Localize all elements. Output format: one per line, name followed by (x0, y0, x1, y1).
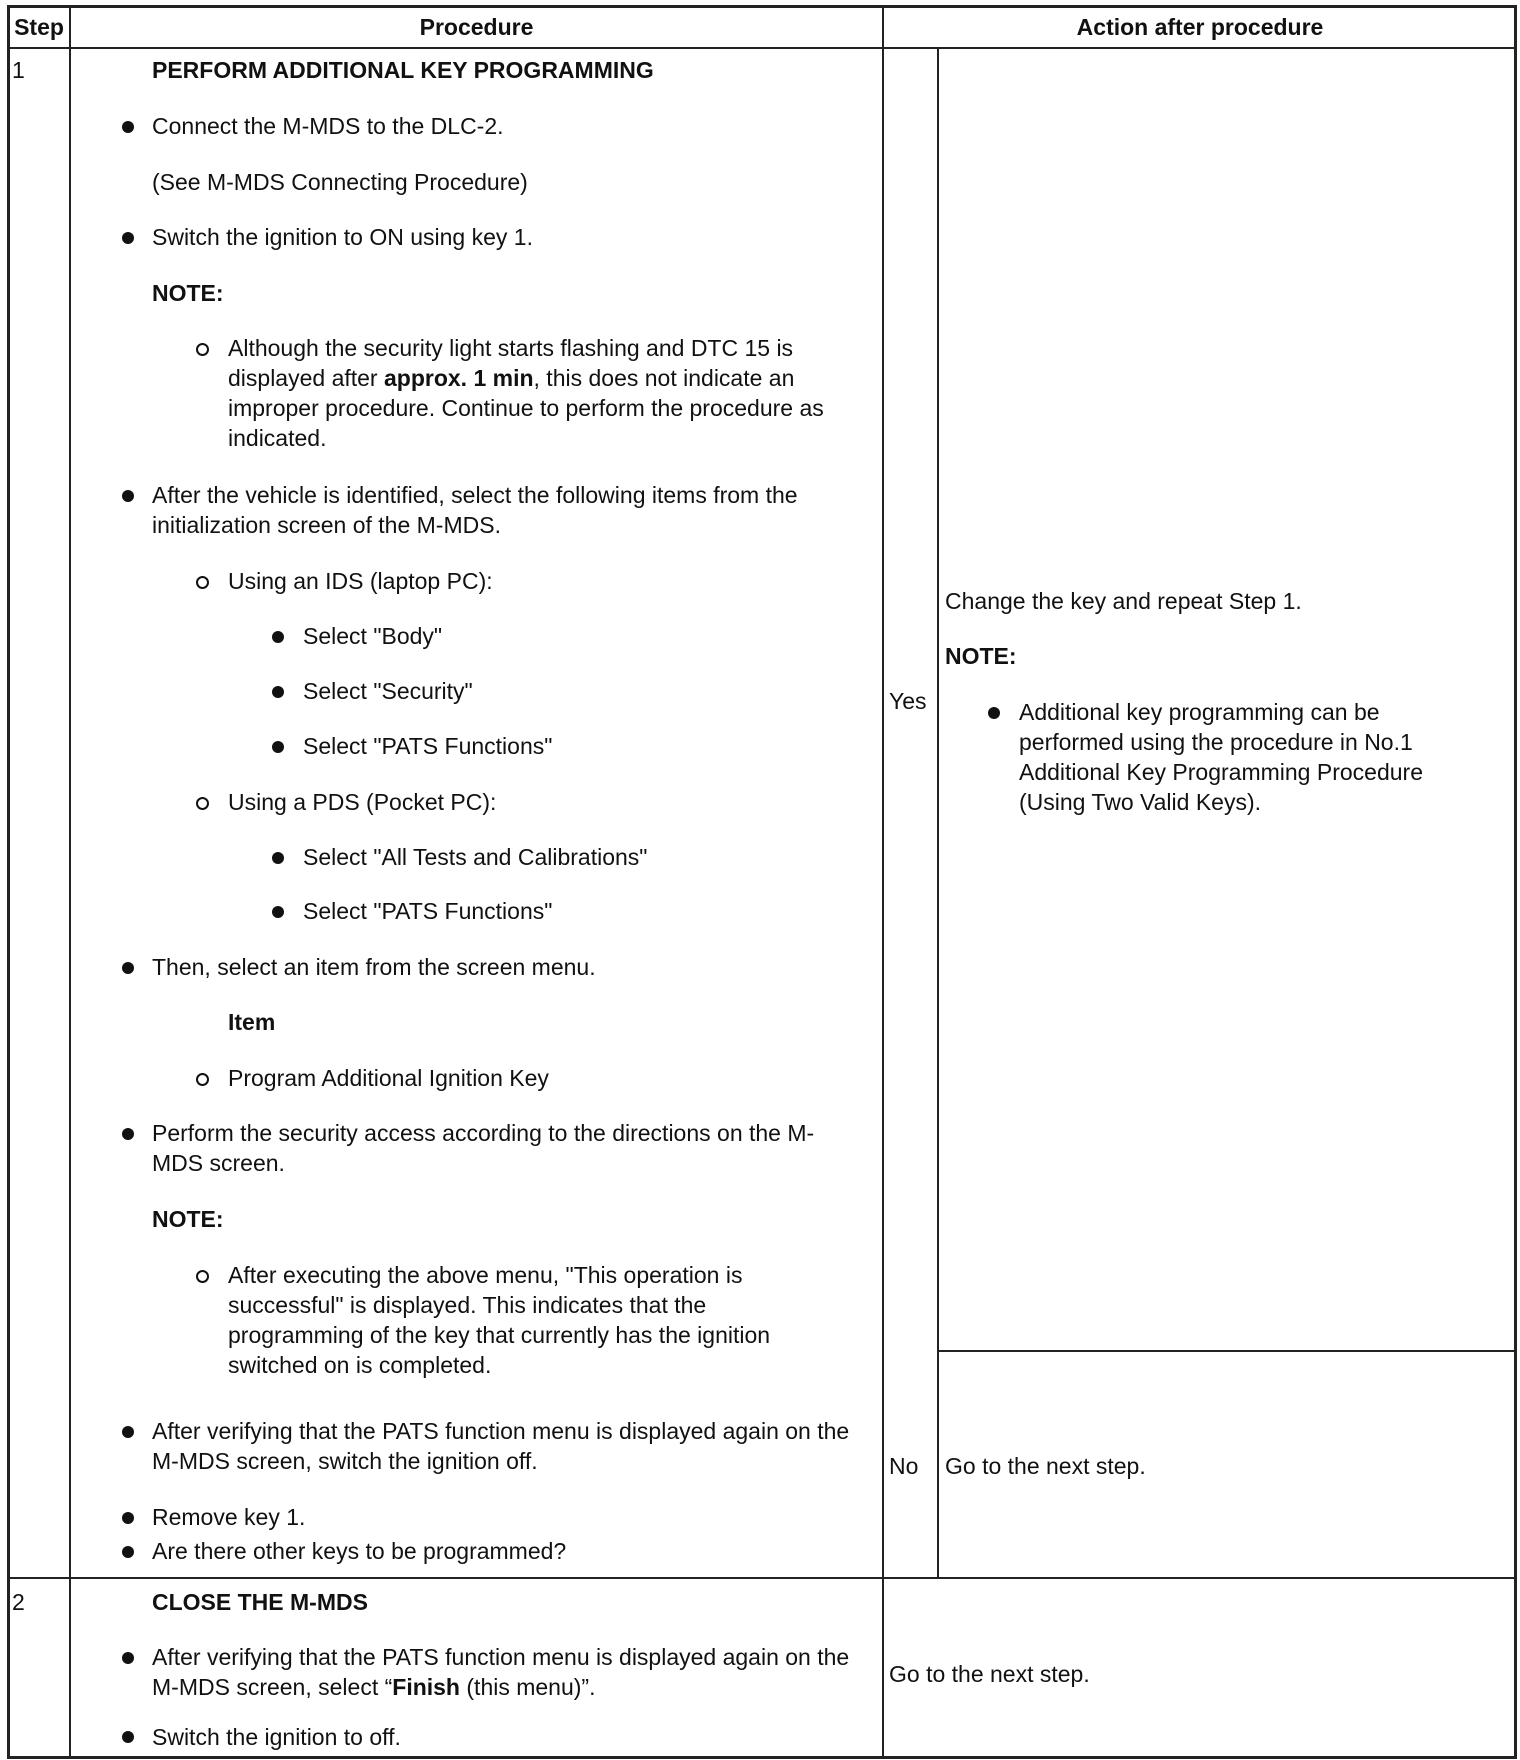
procedure-column-divider (882, 5, 884, 1759)
procedure-table (7, 5, 1517, 1759)
item-value: Program Additional Ignition Key (228, 1065, 549, 1091)
step-1-number: 1 (12, 57, 25, 83)
yes-no-divider (937, 1350, 1517, 1352)
bullet-icon (122, 232, 134, 244)
finish-instruction: After verifying that the PATS function menu is displayed again on the M-MDS screen, select “Finish (this menu)”. (152, 1644, 850, 1700)
step-2-number: 2 (12, 1589, 25, 1615)
switch-off-instruction: Switch the ignition to off. (152, 1724, 401, 1750)
note-2-text: After executing the above menu, "This operation is successful" is displayed. This indicates that the programming of the key that currently has the ignition switched on is completed. (228, 1262, 771, 1378)
step-2-action: Go to the next step. (889, 1661, 1090, 1687)
no-label: No (889, 1453, 919, 1479)
step-2-title: CLOSE THE M-MDS (152, 1589, 368, 1615)
note-1-label: NOTE: (152, 280, 224, 306)
security-access-instruction: Perform the security access according to the directions on the M-MDS screen. (152, 1120, 815, 1176)
step-1-title: PERFORM ADDITIONAL KEY PROGRAMMING (152, 57, 654, 83)
yes-note-label: NOTE: (945, 643, 1017, 669)
other-keys-question: Are there other keys to be programmed? (152, 1538, 567, 1564)
note-2-label: NOTE: (152, 1206, 224, 1232)
step-column-divider (69, 5, 71, 1759)
bullet-icon (272, 906, 284, 918)
bullet-icon (122, 121, 134, 133)
header-step: Step (14, 14, 64, 40)
bullet-icon (122, 962, 134, 974)
header-divider (7, 47, 1517, 49)
switch-on-instruction: Switch the ignition to ON using key 1. (152, 224, 533, 250)
note-1-text: Although the security light starts flashing and DTC 15 is displayed after approx. 1 min, this does not indicate an improper procedure. Continue to perform the procedure as indicated. (228, 335, 824, 451)
bullet-icon (122, 1512, 134, 1524)
verify-menu-instruction: After verifying that the PATS function menu is displayed again on the M-MDS screen, switch the ignition off. (152, 1418, 850, 1474)
bullet-icon (122, 1128, 134, 1140)
step-divider (7, 1577, 1517, 1579)
connect-instruction: Connect the M-MDS to the DLC-2. (152, 113, 504, 139)
header-action: Action after procedure (1076, 14, 1324, 40)
after-identified-instruction: After the vehicle is identified, select the following items from the initialization screen of the M-MDS. (152, 482, 798, 538)
ids-label: Using an IDS (laptop PC): (228, 568, 493, 594)
yes-no-column-divider (937, 47, 939, 1577)
yes-label: Yes (889, 688, 927, 714)
pds-item: Select "PATS Functions" (303, 898, 553, 924)
bullet-icon (122, 1426, 134, 1438)
sub-bullet-icon (196, 343, 209, 356)
bullet-icon (122, 1652, 134, 1664)
pds-item: Select "All Tests and Calibrations" (303, 844, 648, 870)
yes-action: Change the key and repeat Step 1. (945, 588, 1302, 614)
remove-key-instruction: Remove key 1. (152, 1504, 306, 1530)
sub-bullet-icon (196, 797, 209, 810)
no-action: Go to the next step. (945, 1453, 1146, 1479)
bullet-icon (272, 741, 284, 753)
bullet-icon (272, 631, 284, 643)
bullet-icon (122, 490, 134, 502)
bullet-icon (988, 707, 1000, 719)
ids-item: Select "PATS Functions" (303, 733, 553, 759)
pds-label: Using a PDS (Pocket PC): (228, 789, 497, 815)
item-heading: Item (228, 1009, 276, 1035)
then-select-instruction: Then, select an item from the screen menu. (152, 954, 596, 980)
sub-bullet-icon (196, 1270, 209, 1283)
bullet-icon (122, 1731, 134, 1743)
bullet-icon (272, 686, 284, 698)
ids-item: Select "Body" (303, 623, 443, 649)
yes-note-text: Additional key programming can be performed using the procedure in No.1 Additional Key Programming Procedure (Using Two Valid Keys). (1019, 699, 1423, 815)
bullet-icon (272, 852, 284, 864)
ids-item: Select "Security" (303, 678, 473, 704)
bullet-icon (122, 1546, 134, 1558)
sub-bullet-icon (196, 576, 209, 589)
sub-bullet-icon (196, 1073, 209, 1086)
header-procedure: Procedure (419, 14, 534, 40)
connecting-procedure-reference: (See M-MDS Connecting Procedure) (152, 169, 528, 195)
